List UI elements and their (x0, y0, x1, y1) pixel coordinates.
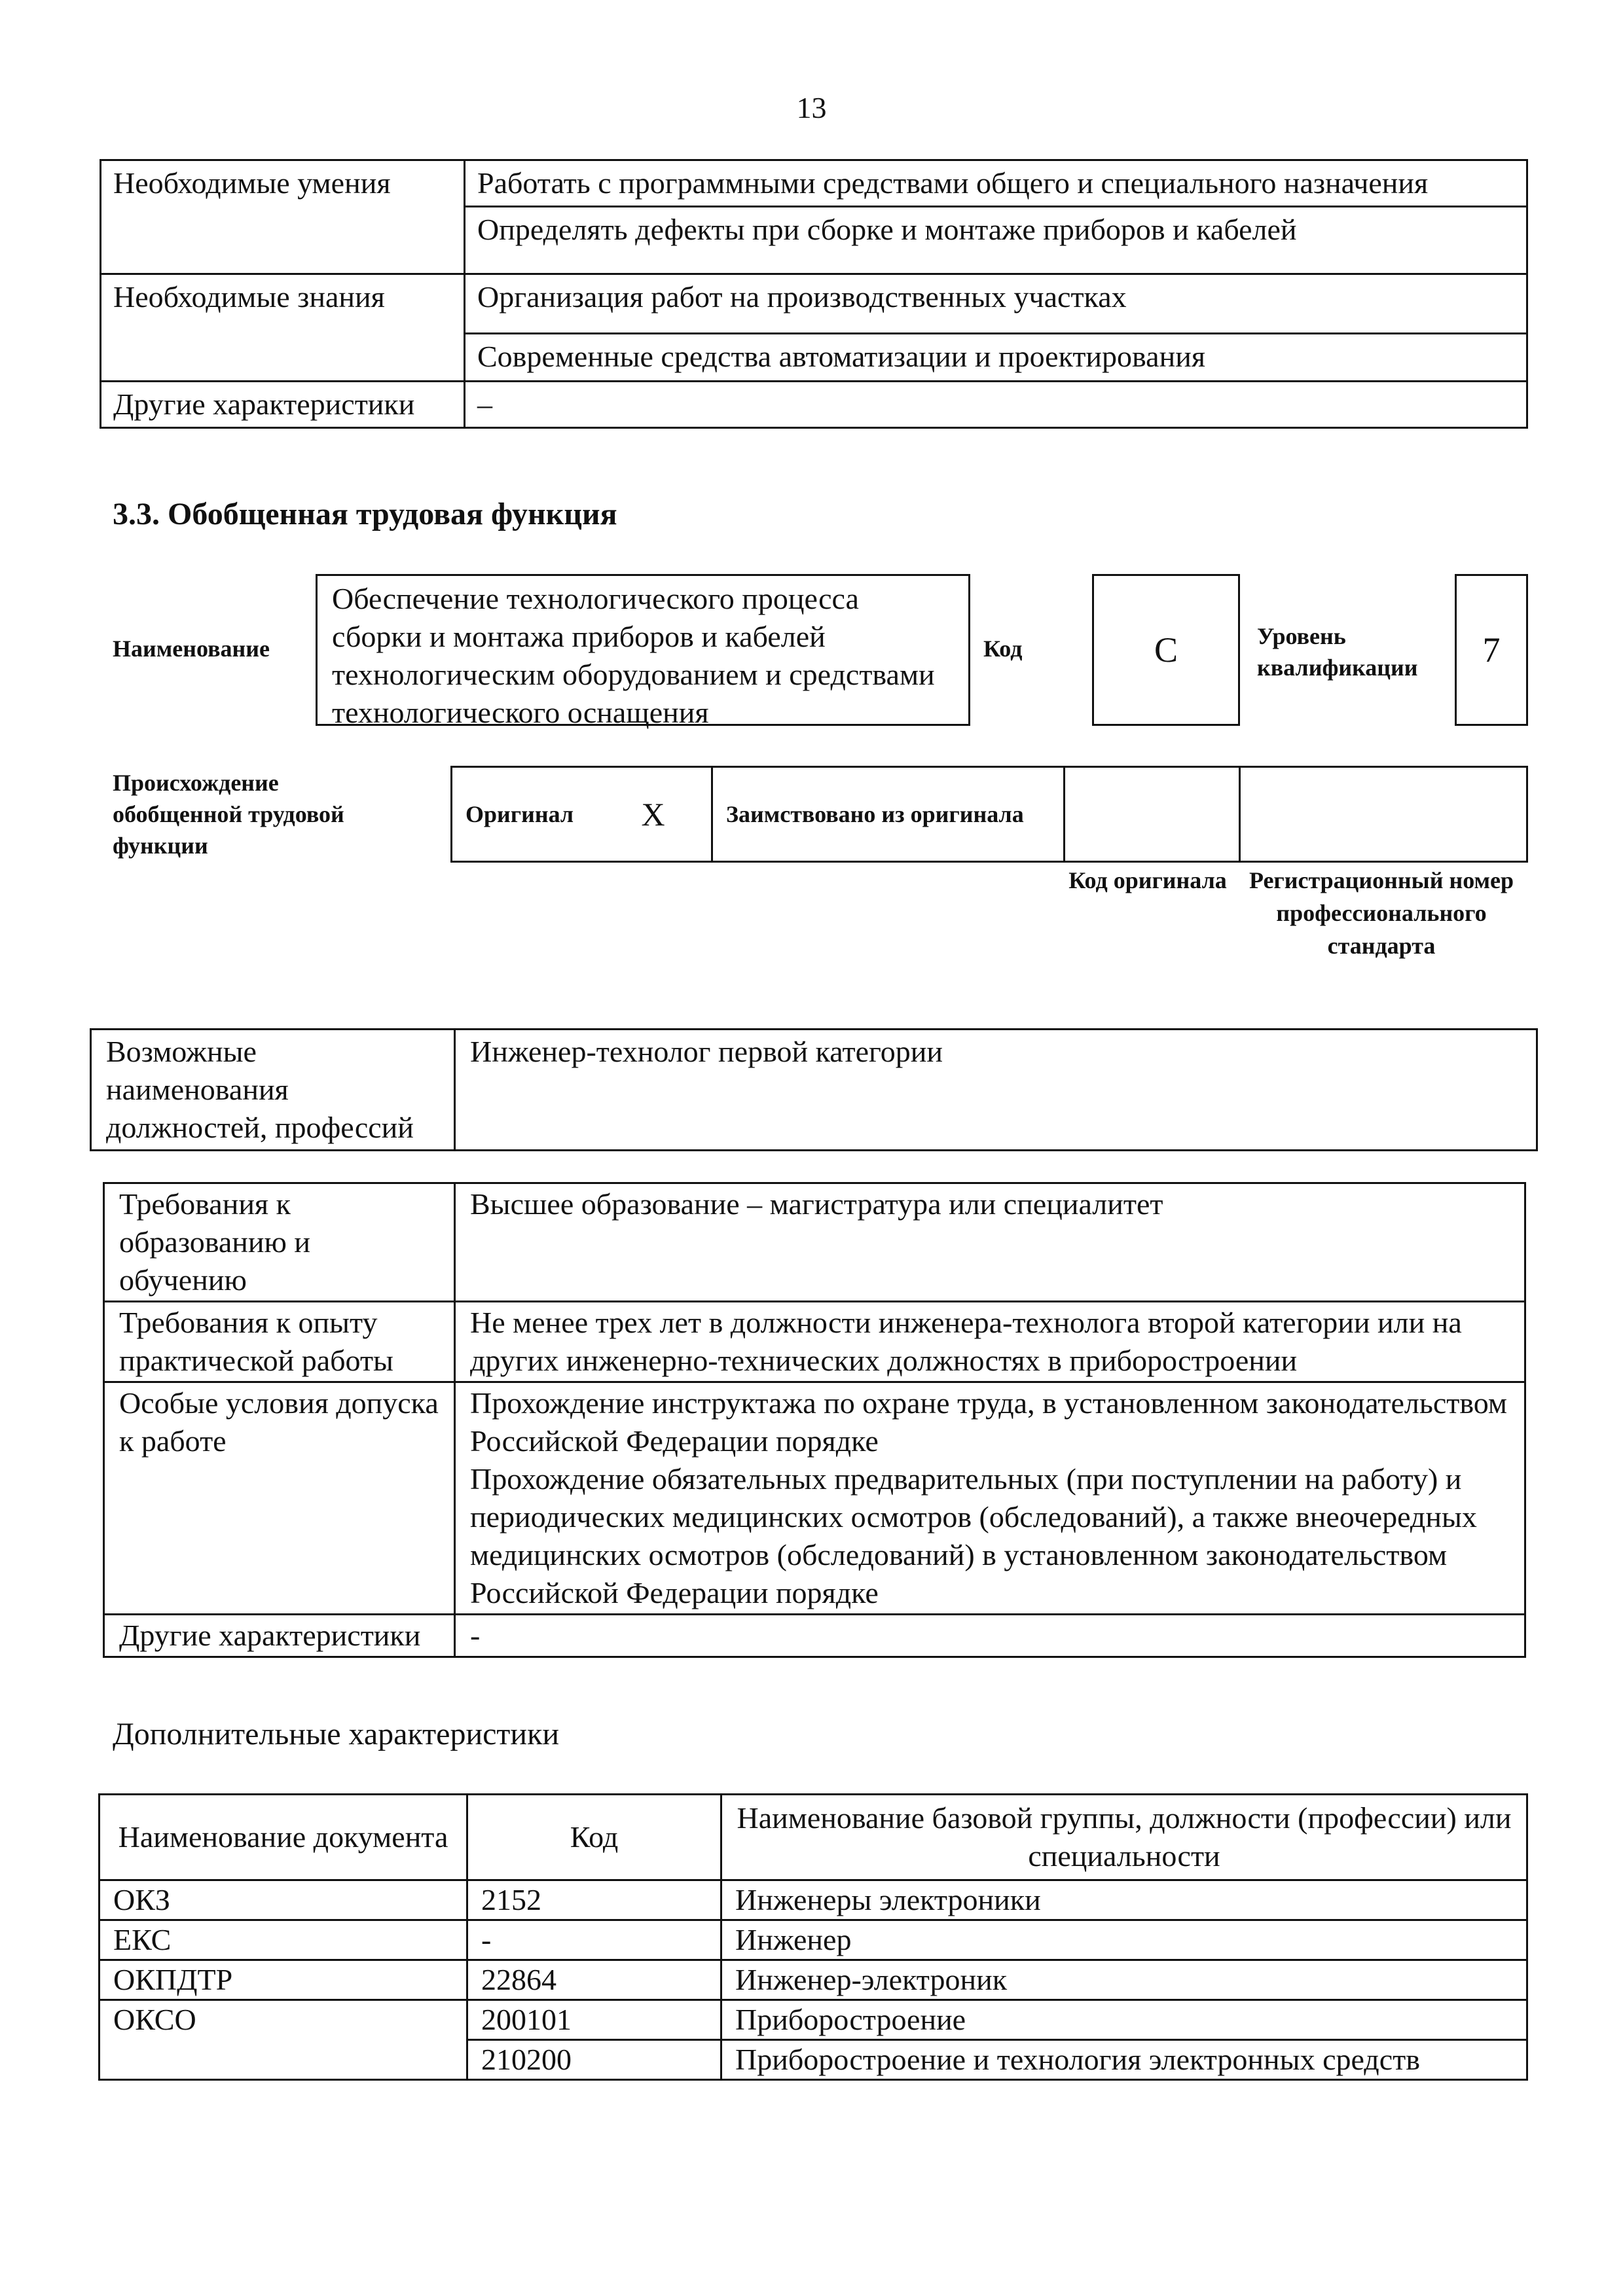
function-name-box: Обеспечение технологического процесса сборки и монтажа приборов и кабелей технологическим оборудованием и средствами технологического оснащения (316, 574, 970, 726)
origin-table (450, 766, 1528, 863)
knowledge-label: Необходимые знания (101, 274, 465, 382)
table-row (101, 382, 1527, 428)
requirement-paragraph: Прохождение обязательных предварительных (при поступлении на работу) и периодических медицинских осмотров (обследований), а также внеочередных медицинских осмотров (обследований) в установленном законодательством Российской Федерации порядке (470, 1462, 1477, 1609)
doc-name: ЕКС (100, 1920, 467, 1960)
doc-code: 210200 (467, 2040, 721, 2080)
level-label: Уровень квалификации (1257, 623, 1418, 681)
requirement-value (455, 1382, 1525, 1615)
doc-code: - (467, 1920, 721, 1960)
doc-name: ОКПДТР (100, 1960, 467, 2000)
borrowed-label: Заимствовано из оригинала (712, 767, 1065, 862)
table-row (101, 274, 1527, 334)
doc-code: 22864 (467, 1960, 721, 2000)
table-row (104, 1615, 1525, 1657)
reg-number-caption: Регистрационный номер профессионального стандарта (1249, 867, 1514, 959)
doc-name: ОКСО (100, 2000, 467, 2080)
extra-heading: Дополнительные характеристики (113, 1717, 560, 1751)
group-name: Инженер-электроник (721, 1960, 1527, 2000)
doc-name: ОКЗ (100, 1880, 467, 1920)
original-mark: Х (629, 767, 712, 862)
level-box: 7 (1455, 574, 1528, 726)
name-label: Наименование (113, 636, 270, 662)
table-row (100, 2000, 1527, 2040)
section-heading: 3.3. Обобщенная трудовая функция (113, 497, 617, 531)
page-number: 13 (796, 91, 827, 124)
requirement-value: Не менее трех лет в должности инженера-технолога второй категории или на других инженерно-технических должностях в приборостроении (455, 1302, 1525, 1382)
requirement-label: Особые условия допуска к работе (104, 1382, 455, 1615)
skills-table (100, 159, 1528, 429)
group-name: Инженер (721, 1920, 1527, 1960)
column-header: Наименование документа (100, 1795, 467, 1880)
table-row (104, 1183, 1525, 1302)
other-label: Другие характеристики (101, 382, 465, 428)
origin-label: Происхождение обобщенной трудовой функции (113, 770, 344, 859)
skill-item: Определять дефекты при сборке и монтаже приборов и кабелей (465, 207, 1527, 274)
original-code-cell (1065, 767, 1240, 862)
table-row (100, 1960, 1527, 2000)
doc-code: 200101 (467, 2000, 721, 2040)
positions-label: Возможные наименования должностей, профессий (91, 1030, 455, 1151)
table-row (101, 160, 1527, 207)
table-row (104, 1382, 1525, 1615)
group-name: Приборостроение (721, 2000, 1527, 2040)
requirement-paragraph: Прохождение инструктажа по охране труда, в установленном законодательством Российской Федерации порядке (470, 1386, 1507, 1458)
requirement-label: Другие характеристики (104, 1615, 455, 1657)
extra-table (98, 1793, 1528, 2081)
skill-item: Работать с программными средствами общего и специального назначения (465, 160, 1527, 207)
requirement-label: Требования к опыту практической работы (104, 1302, 455, 1382)
table-row (104, 1302, 1525, 1382)
column-header: Код (467, 1795, 721, 1880)
requirements-table (103, 1182, 1526, 1658)
code-label: Код (983, 636, 1023, 662)
group-name: Приборостроение и технология электронных средств (721, 2040, 1527, 2080)
skills-label: Необходимые умения (101, 160, 465, 274)
reg-number-cell (1240, 767, 1527, 862)
table-row (452, 767, 1527, 862)
table-row (100, 1920, 1527, 1960)
table-row (91, 1030, 1537, 1151)
knowledge-item: Организация работ на производственных участках (465, 274, 1527, 334)
positions-table (90, 1028, 1538, 1151)
requirement-value: - (455, 1615, 1525, 1657)
group-name: Инженеры электроники (721, 1880, 1527, 1920)
table-header-row (100, 1795, 1527, 1880)
table-row (100, 1880, 1527, 1920)
original-code-caption: Код оригинала (1068, 867, 1227, 893)
other-value: – (465, 382, 1527, 428)
doc-code: 2152 (467, 1880, 721, 1920)
positions-value: Инженер-технолог первой категории (455, 1030, 1537, 1151)
knowledge-item: Современные средства автоматизации и проектирования (465, 334, 1527, 382)
requirement-label: Требования к образованию и обучению (104, 1183, 455, 1302)
code-box: С (1092, 574, 1240, 726)
original-label: Оригинал (452, 767, 629, 862)
requirement-value: Высшее образование – магистратура или специалитет (455, 1183, 1525, 1302)
column-header: Наименование базовой группы, должности (профессии) или специальности (721, 1795, 1527, 1880)
